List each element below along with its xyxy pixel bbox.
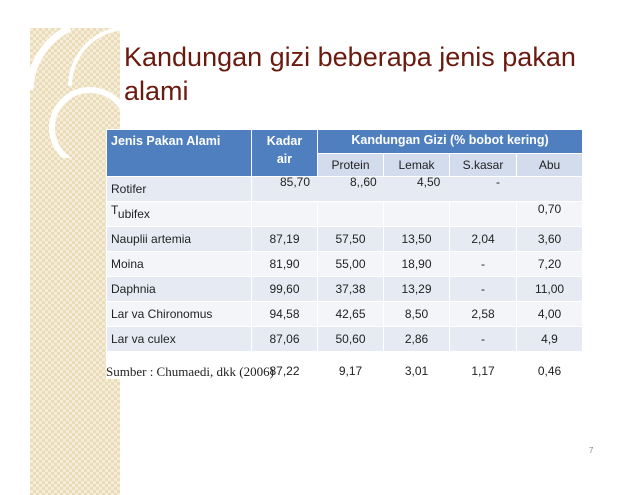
cell-kadar: 87,19 — [252, 227, 318, 252]
cell-kadar: 87,22 — [252, 352, 318, 379]
cell-name: Daphnia — [107, 277, 252, 302]
subheader-protein: Protein — [318, 154, 384, 177]
cell-skasar: - — [450, 327, 517, 352]
cell-skasar: 2,58 — [450, 302, 517, 327]
cell-skasar: - — [496, 175, 500, 189]
table-row — [107, 277, 583, 302]
cell-protein: 8,,60 — [350, 175, 377, 189]
cell-abu: 11,00 — [517, 277, 583, 302]
subheader-skasar: S.kasar — [450, 154, 517, 177]
cell-kadar: 87,06 — [252, 327, 318, 352]
cell-protein: 57,50 — [318, 227, 384, 252]
header-jenis-pakan: Jenis Pakan Alami — [107, 130, 252, 177]
cell-name: Lar va Chironomus — [107, 302, 252, 327]
cell-name — [107, 202, 252, 227]
cell-lemak: 8,50 — [384, 302, 450, 327]
table-header-row — [107, 130, 583, 154]
cell-lemak: 3,01 — [384, 352, 450, 379]
table-row — [107, 227, 583, 252]
cell-lemak: 18,90 — [384, 252, 450, 277]
slide-title: Kandungan gizi beberapa jenis pakan alami — [124, 42, 576, 106]
cell-name: Moina — [107, 252, 252, 277]
page-number: 7 — [589, 446, 594, 455]
cell-kadar: 81,90 — [252, 252, 318, 277]
header-kadar-line1: Kadar — [266, 134, 303, 148]
cell-name-overlap: T — [111, 203, 118, 217]
cell-name: Nauplii artemia — [107, 227, 252, 252]
cell-abu: 7,20 — [517, 252, 583, 277]
cell-abu: 0,70 — [517, 202, 583, 227]
cell-protein: 42,65 — [318, 302, 384, 327]
cell-skasar: - — [450, 252, 517, 277]
cell-name: Lar va culex — [107, 327, 252, 352]
subheader-lemak: Lemak — [384, 154, 450, 177]
cell-abu: 4,00 — [517, 302, 583, 327]
subheader-abu: Abu — [517, 154, 583, 177]
cell-skasar: 2,04 — [450, 227, 517, 252]
header-kadar-air — [252, 130, 318, 177]
table-row-tubifex — [107, 202, 583, 227]
cell-kadar: 85,70 — [280, 175, 311, 189]
cell-abu: 4,9 — [517, 327, 583, 352]
cell-protein: 9,17 — [318, 352, 384, 379]
cell-protein: 50,60 — [318, 327, 384, 352]
nutrition-table — [106, 129, 582, 379]
cell-name-rest: ubifex — [117, 207, 150, 221]
table-row — [107, 252, 583, 277]
table-row — [107, 327, 583, 352]
cell-kadar: 94,58 — [252, 302, 318, 327]
cell-skasar: 1,17 — [450, 352, 517, 379]
cell-protein: 55,00 — [318, 252, 384, 277]
cell-kadar: 99,60 — [252, 277, 318, 302]
header-kadar-line2: air — [276, 152, 293, 166]
table-row — [107, 302, 583, 327]
table-row-rotifer — [107, 177, 583, 202]
cell-lemak: 13,50 — [384, 227, 450, 252]
rotifer-values — [252, 177, 583, 202]
cell-skasar: - — [450, 277, 517, 302]
cell-lemak: 2,86 — [384, 327, 450, 352]
cell-name: Rotifer — [107, 177, 252, 202]
source-citation: Sumber : Chumaedi, dkk (2006) — [106, 364, 274, 379]
cell-abu: 0,46 — [517, 352, 583, 379]
cell-lemak: 4,50 — [417, 175, 441, 189]
cell-protein: 37,38 — [318, 277, 384, 302]
cell-lemak: 13,29 — [384, 277, 450, 302]
cell-abu: 3,60 — [517, 227, 583, 252]
header-kandungan-gizi: Kandungan Gizi (% bobot kering) — [318, 130, 583, 154]
